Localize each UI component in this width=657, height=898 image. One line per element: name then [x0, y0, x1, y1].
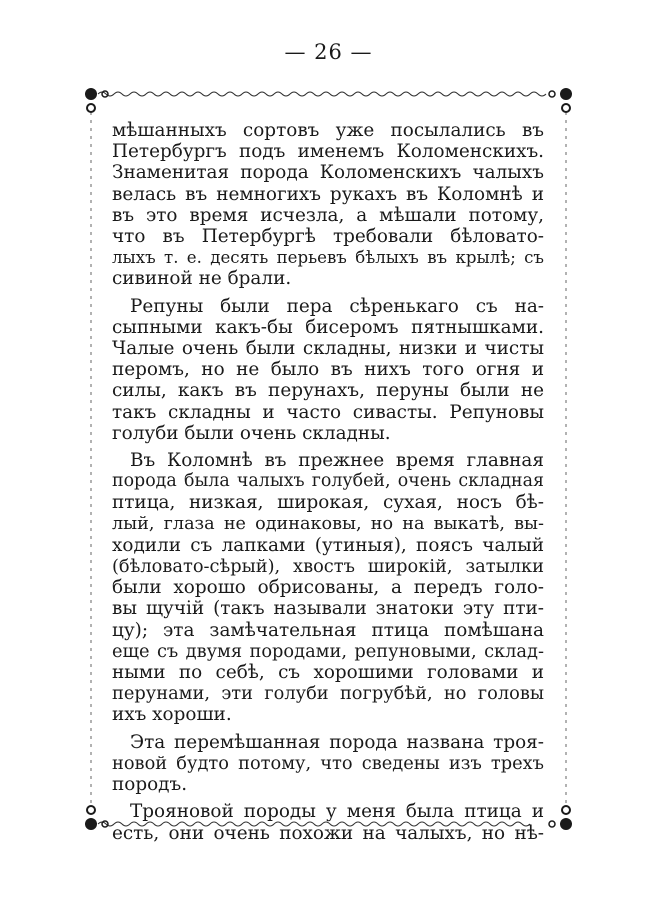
text-line: еще съ двумя породами, репуновыми, склад- [112, 640, 544, 662]
text-line: Петербургъ подъ именемъ Коломенскихъ. [112, 141, 544, 163]
text-line: перунами, эти голуби погрубѣй, но головы [112, 683, 544, 705]
text-line: перомъ, но не было въ нихъ того огня и [112, 359, 544, 381]
text-line: птица, низкая, широкая, сухая, носъ бѣ- [112, 492, 544, 514]
text-line: Въ Коломнѣ въ прежнее время главная [130, 450, 544, 472]
paragraph-4 [112, 732, 544, 796]
paragraph-2 [112, 296, 544, 444]
text-line: ходили съ лапками (утиныя), поясъ чалый [112, 534, 544, 556]
text-line: есть, они очень похожи на чалыхъ, но нѣ- [112, 822, 544, 844]
text-line: ными по себѣ, съ хорошими головами и [112, 662, 544, 684]
text-line: голуби были очень складны. [112, 422, 391, 444]
paragraph-3 [112, 450, 544, 726]
text-line: ихъ хороши. [112, 704, 232, 726]
paragraph-1 [112, 120, 544, 290]
top-border-rule [98, 92, 546, 96]
text-line: лыхъ т. е. десять перьевъ бѣлыхъ въ крылѣ; съ [112, 248, 544, 268]
corner-ornament-bottom-left [85, 806, 108, 830]
text-line: такъ складны и часто сивасты. Репуновы [112, 401, 544, 423]
text-line: что въ Петербургѣ требовали бѣловато- [112, 226, 544, 248]
text-line: породъ. [112, 774, 188, 796]
text-line: Эта перемѣшанная порода названа троя- [130, 731, 544, 753]
text-line: Знаменитая порода Коломенскихъ чалыхъ [112, 162, 544, 184]
paragraph-5 [112, 801, 544, 843]
text-line: сивиной не брали. [112, 268, 292, 290]
text-line: были хорошо обрисованы, а передъ голо- [112, 577, 544, 599]
text-line: цу); эта замѣчательная птица помѣшана [112, 619, 544, 641]
corner-ornament-top-left [85, 88, 108, 112]
text-line: Чалые очень были складны, низки и чисты [112, 338, 544, 360]
text-line: мѣшанныхъ сортовъ уже посылались въ [112, 120, 544, 141]
text-line: Репуны были пера сѣренькаго съ на- [130, 295, 544, 317]
corner-ornament-top-right [549, 88, 572, 112]
body-text [112, 120, 544, 850]
text-line: вы щучій (такъ называли знатоки эту пти- [112, 598, 544, 620]
text-line: (бѣловато-сѣрый), хвостъ широкій, затылки [112, 556, 544, 578]
text-line: въ это время исчезла, а мѣшали потому, [112, 204, 544, 226]
text-line: новой будто потому, что сведены изъ трехъ [112, 752, 544, 774]
corner-ornament-bottom-right [549, 806, 572, 830]
text-line: Трояновой породы у меня была птица и [130, 801, 544, 823]
text-line: порода была чалыхъ голубей, очень складная [112, 471, 544, 492]
text-line: велась въ немногихъ рукахъ въ Коломнѣ и [112, 183, 544, 205]
text-line: силы, какъ въ перунахъ, перуны были не [112, 380, 544, 402]
text-line: лый, глаза не одинаковы, но на выкатѣ, вы- [112, 513, 544, 534]
page-number: — 26 — [284, 40, 373, 64]
text-line: сыпными какъ-бы бисеромъ пятнышками. [112, 316, 544, 338]
